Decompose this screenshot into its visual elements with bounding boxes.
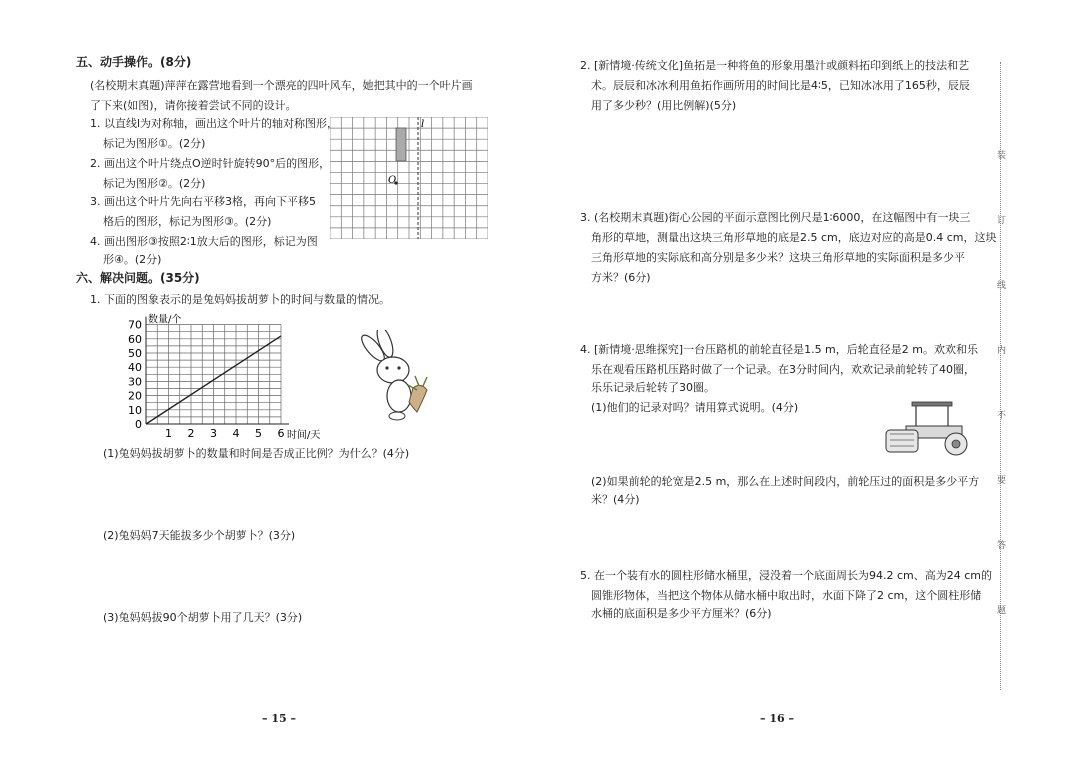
q4-sub2-line2: 米？(4分) (591, 493, 640, 506)
q3-line4: 方米？(6分) (591, 271, 651, 284)
page-number-left: – 15 – (262, 712, 296, 725)
chart-y-tick-label: 60 (128, 332, 142, 346)
chart-y-tick-label: 50 (128, 347, 142, 360)
s5-item2-line2: 标记为图形②。(2分) (103, 177, 206, 190)
q5-line1: 5. 在一个装有水的圆柱形储水桶里，浸没着一个底面周长为94.2 cm、高为24 cm的 (580, 569, 992, 582)
point-label-o: O (388, 175, 397, 186)
q2-line2: 术。辰辰和冰冰利用鱼拓作画所用的时间比是4∶5，已知冰冰用了165秒，辰辰 (591, 79, 970, 92)
s5-item3-line2: 格后的图形，标记为图形③。(2分) (103, 215, 272, 228)
s5-item1-line2: 标记为图形①。(2分) (103, 137, 206, 150)
q4-sub2-line1: (2)如果前轮的轮宽是2.5 m，那么在上述时间段内，前轮压过的面积是多少平方 (591, 475, 980, 488)
binding-char: 线 (995, 280, 1005, 289)
q4-line3: 乐乐记录后轮转了30圈。 (591, 381, 715, 394)
rabbit-illustration (355, 330, 445, 422)
chart-y-tick-label: 10 (128, 403, 142, 417)
chart-y-tick-label: 0 (135, 418, 142, 431)
binding-char: 装 (995, 150, 1005, 159)
section6-title: 六、解决问题。(35分) (76, 271, 200, 285)
s6-q1-sub2: (2)兔妈妈7天能拔多少个胡萝卜？(3分) (103, 529, 296, 542)
q2-line1: 2. [新情境·传统文化]鱼拓是一种将鱼的形象用墨汁或颜料拓印到纸上的技法和艺 (580, 59, 970, 72)
s5-item4-line1: 4. 画出图形③按照2∶1放大后的图形，标记为图 (90, 235, 318, 248)
page-number-right: – 16 – (760, 712, 794, 725)
q4-line2: 乐在观看压路机压路时做了一个记录。在3分时间内，欢欢记录前轮转了40圈， (591, 363, 975, 376)
chart-y-tick-label: 40 (128, 361, 142, 375)
s5-item1-line1: 1. 以直线l为对称轴，画出这个叶片的轴对称图形， (90, 117, 339, 130)
q5-line3: 水桶的底面积是多少平方厘米？(6分) (591, 607, 772, 620)
s5-item2-line1: 2. 画出这个叶片绕点O逆时针旋转90°后的图形， (90, 157, 331, 170)
section5-title: 五、动手操作。(8分) (76, 55, 192, 69)
chart-y-axis-label: 数量/个 (148, 314, 182, 326)
section5-intro-line1: (名校期末真题)萍萍在露营地看到一个漂亮的四叶风车，她把其中的一个叶片画 (90, 79, 473, 92)
s6-q1-sub1: (1)兔妈妈拔胡萝卜的数量和时间是否成正比例？为什么？(4分) (103, 447, 410, 460)
chart-y-tick-label: 30 (128, 375, 142, 389)
chart-x-tick-label: 6 (277, 427, 285, 440)
binding-char: 答 (995, 540, 1005, 549)
chart-y-tick-label: 20 (128, 389, 142, 403)
q4-sub1: (1)他们的记录对吗？请用算式说明。(4分) (591, 401, 799, 414)
pinwheel-grid (330, 117, 488, 239)
q5-line2: 圆锥形物体，当把这个物体从储水桶中取出时，水面下降了2 cm，这个圆柱形储 (591, 589, 982, 602)
binding-char: 订 (995, 215, 1005, 224)
binding-char: 内 (995, 345, 1005, 354)
s6-q1-sub3: (3)兔妈妈拔90个胡萝卜用了几天？(3分) (103, 611, 303, 624)
q3-line3: 三角形草地的实际底和高分别是多少米？这块三角形草地的实际面积是多少平 (591, 251, 965, 264)
q2-line3: 用了多少秒？(用比例解)(5分) (591, 99, 737, 112)
chart-x-tick-label: 4 (232, 427, 240, 440)
s6-q1-text: 1. 下面的图象表示的是兔妈妈拔胡萝卜的时间与数量的情况。 (90, 293, 390, 306)
chart-x-tick-label: 3 (210, 427, 217, 440)
binding-char: 要 (995, 475, 1005, 484)
q3-line2: 角形的草地，测量出这块三角形草地的底是2.5 cm，底边对应的高是0.4 cm，这块 (591, 231, 997, 244)
binding-char: 题 (995, 605, 1005, 614)
q3-line1: 3. (名校期末真题)街心公园的平面示意图比例尺是1∶6000，在这幅图中有一块三 (580, 211, 971, 224)
s5-item4-line2: 形④。(2分) (103, 253, 162, 266)
leaf-shape (396, 128, 406, 161)
chart-x-tick-label: 2 (187, 427, 195, 440)
chart-x-axis-label: 时间/天 (287, 430, 321, 441)
chart-x-tick-label: 1 (165, 427, 172, 440)
chart-x-tick-label: 5 (255, 427, 262, 440)
section5-intro-line2: 了下来(如图)，请你接着尝试不同的设计。 (90, 99, 297, 112)
q4-line1: 4. [新情境·思维探究]一台压路机的前轮直径是1.5 m，后轮直径是2 m。欢欢和乐 (580, 343, 978, 356)
carrot-line-chart (120, 308, 335, 444)
binding-char: 不 (995, 410, 1005, 419)
road-roller-illustration (884, 400, 976, 458)
axis-label-l: l (421, 119, 425, 130)
chart-y-tick-label: 70 (128, 318, 142, 332)
s5-item3-line1: 3. 画出这个叶片先向右平移3格，再向下平移5 (90, 195, 316, 208)
